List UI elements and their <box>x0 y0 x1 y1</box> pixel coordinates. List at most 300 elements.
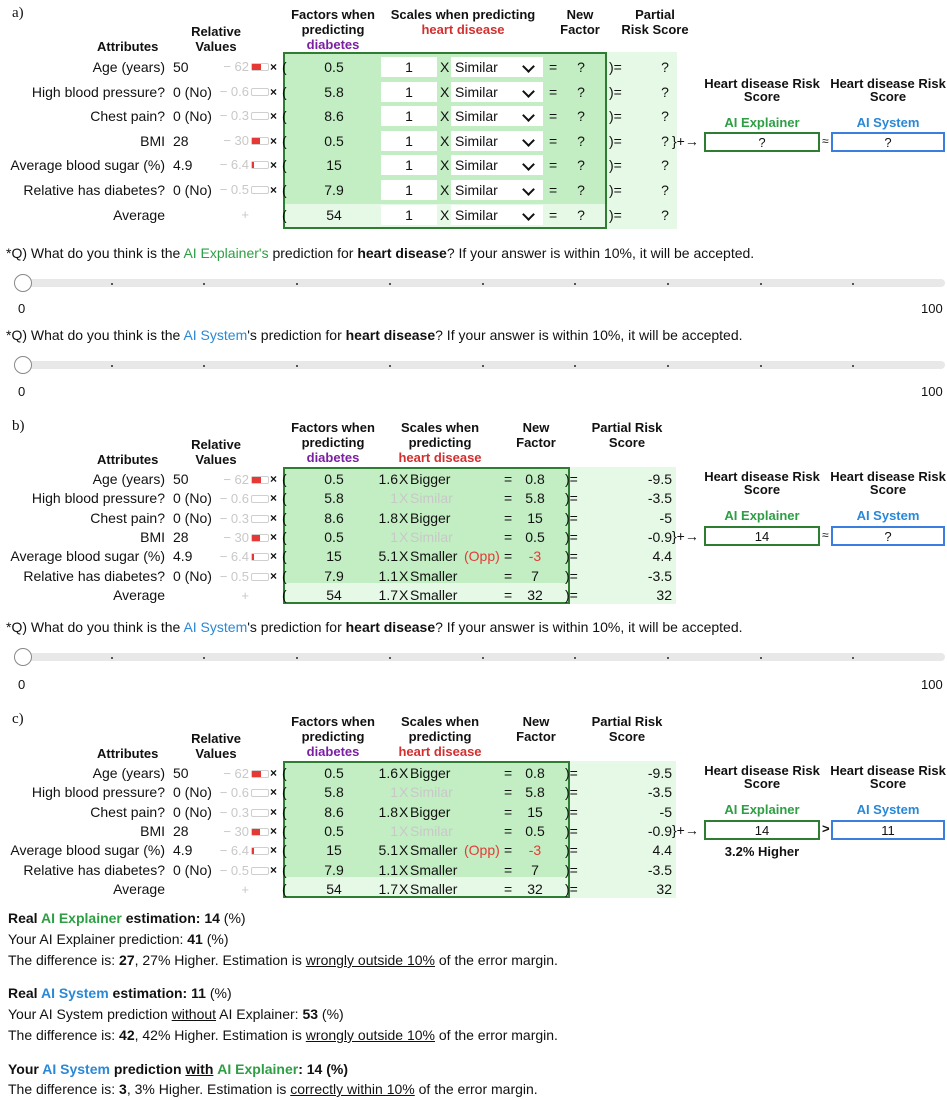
partial-score-value: -5 <box>659 803 672 820</box>
slider-knob-1[interactable] <box>14 274 32 292</box>
ai-explainer-label-b: AI Explainer <box>724 508 800 523</box>
scale-factor: 1 <box>390 528 398 545</box>
times-x: X <box>399 784 409 801</box>
attribute-label: Relative has diabetes? <box>23 567 165 584</box>
relative-value: + <box>241 207 249 222</box>
attribute-value: 28 <box>173 822 189 839</box>
multiply-sign: × <box>270 568 278 583</box>
relative-value: − 0.5 <box>219 862 249 878</box>
system-score-box-a: ? <box>831 132 945 152</box>
result-system-real: Real AI System estimation: 11 (%) <box>8 985 232 1001</box>
value-bar <box>251 515 269 523</box>
open-paren: ( <box>282 548 287 565</box>
attribute-value: 4.9 <box>173 842 193 859</box>
partial-score-value: -3.5 <box>647 784 672 801</box>
open-paren: ( <box>282 803 287 820</box>
slider-tick <box>389 657 391 659</box>
multiply-sign: × <box>270 823 278 838</box>
factor-value: 0.5 <box>324 133 344 149</box>
factor-value: 7.9 <box>324 567 344 584</box>
close-paren-equals: )= <box>609 133 622 149</box>
relative-value: + <box>241 881 249 897</box>
new-factor-value: -3 <box>528 548 542 565</box>
attribute-value: 0 (No) <box>173 108 212 124</box>
new-factor-unknown: ? <box>577 157 585 173</box>
value-bar <box>251 88 269 96</box>
close-paren-equals: )= <box>565 471 578 487</box>
equals-sign: = <box>549 84 558 100</box>
new-factor-value: 15 <box>527 803 543 820</box>
scale-input[interactable]: 1 <box>381 205 437 225</box>
result-system-diff: The difference is: 42, 42% Higher. Estimation is wrongly outside 10% of the error margin. <box>8 1027 558 1043</box>
relative-value: − 6.4 <box>219 549 249 565</box>
scale-select-value: Similar <box>455 207 498 223</box>
times-x: X <box>440 182 450 198</box>
partial-score-value: -9.5 <box>647 471 672 487</box>
value-bar <box>251 495 269 503</box>
result-explainer-diff: The difference is: 27, 27% Higher. Estimation is wrongly outside 10% of the error margin. <box>8 952 558 968</box>
slider-tick <box>574 365 576 367</box>
attribute-value: 0 (No) <box>173 182 212 198</box>
partial-score-value: -0.9 <box>647 822 672 839</box>
value-bar <box>251 553 269 561</box>
value-bar <box>251 63 269 71</box>
relative-value: − 0.3 <box>219 108 249 123</box>
factor-value: 54 <box>326 207 342 223</box>
scale-input[interactable]: 1 <box>381 82 437 102</box>
scale-factor: 1.1 <box>378 861 398 878</box>
open-paren: ( <box>282 182 287 198</box>
scale-factor: 1 <box>390 490 398 507</box>
multiply-sign: × <box>270 785 278 800</box>
slider-max-1: 100 <box>921 301 943 316</box>
multiply-sign: × <box>270 158 278 172</box>
attribute-label: BMI <box>140 133 165 149</box>
slider-tick <box>111 365 113 367</box>
scale-factor: 5.1 <box>378 842 398 859</box>
multiply-sign: × <box>270 134 278 148</box>
partial-risk-header: Partial Risk Score <box>621 7 689 37</box>
multiply-sign: × <box>270 85 278 99</box>
factor-value: 5.8 <box>324 84 344 100</box>
factor-value: 15 <box>326 157 342 173</box>
partial-score-unknown: ? <box>661 182 669 198</box>
times-x: X <box>440 157 450 173</box>
value-bar <box>251 573 269 581</box>
chevron-down-icon <box>522 85 535 98</box>
slider-tick <box>852 283 854 285</box>
partial-risk-header-c: Partial Risk Score <box>591 714 663 744</box>
new-factor-unknown: ? <box>577 182 585 198</box>
multiply-sign: × <box>270 804 278 819</box>
attributes-header-b: Attributes <box>97 452 159 467</box>
times-x: X <box>440 84 450 100</box>
new-factor-value: 5.8 <box>525 784 545 801</box>
scale-select[interactable] <box>451 106 543 126</box>
attribute-label: Age (years) <box>92 765 165 781</box>
times-x: X <box>399 822 409 839</box>
scale-select-value: Similar <box>455 108 498 124</box>
partial-score-value: 32 <box>656 586 672 603</box>
times-x: X <box>399 880 409 897</box>
scale-direction: Similar <box>410 784 453 801</box>
value-bar <box>251 534 269 542</box>
scale-factor: 1.7 <box>378 880 398 897</box>
value-bar <box>251 161 269 169</box>
relative-value: − 6.4 <box>219 157 249 172</box>
scale-select[interactable] <box>451 155 543 175</box>
factor-value: 15 <box>326 842 342 859</box>
new-factor-unknown: ? <box>577 207 585 223</box>
attribute-label: Chest pain? <box>90 803 165 820</box>
open-paren: ( <box>282 207 287 223</box>
relative-value: − 0.5 <box>219 182 249 197</box>
open-paren: ( <box>282 586 287 603</box>
result-combined-real: Your AI System prediction with AI Explainer: 14 (%) <box>8 1061 348 1077</box>
close-paren-equals: )= <box>565 784 578 801</box>
new-factor-value: 7 <box>531 861 539 878</box>
scale-factor: 5.1 <box>378 548 398 565</box>
greater-sign-c: > <box>822 821 830 836</box>
partial-score-unknown: ? <box>661 207 669 223</box>
scale-factor: 1.6 <box>378 471 398 487</box>
attribute-value: 0 (No) <box>173 784 212 801</box>
slider-knob-3[interactable] <box>14 648 32 666</box>
relative-value: − 62 <box>223 59 249 74</box>
ai-explainer-label-c: AI Explainer <box>724 802 800 817</box>
chevron-down-icon <box>522 109 535 122</box>
times-x: X <box>440 207 450 223</box>
chevron-down-icon <box>522 158 535 171</box>
open-paren: ( <box>282 567 287 584</box>
factor-value: 7.9 <box>324 182 344 198</box>
scale-select[interactable] <box>451 57 543 77</box>
scale-input[interactable]: 1 <box>381 106 437 126</box>
close-paren-equals: )= <box>565 765 578 781</box>
scale-direction: Bigger <box>410 509 451 526</box>
relative-value: − 30 <box>223 823 249 839</box>
attribute-value: 0 (No) <box>173 84 212 100</box>
close-paren-equals: )= <box>565 861 578 878</box>
factor-value: 0.5 <box>324 822 344 839</box>
result-explainer-user: Your AI Explainer prediction: 41 (%) <box>8 931 229 947</box>
times-x: X <box>440 59 450 75</box>
relative-value: − 0.6 <box>219 785 249 801</box>
times-x: X <box>399 803 409 820</box>
factors-header-b: Factors when predicting diabetes <box>291 420 375 465</box>
opposite-tag: (Opp) <box>464 548 500 565</box>
scale-factor: 1 <box>390 784 398 801</box>
scale-input[interactable]: 1 <box>381 131 437 151</box>
attribute-value: 28 <box>173 528 189 545</box>
equals-sign: = <box>504 822 513 839</box>
new-factor-unknown: ? <box>577 108 585 124</box>
scale-direction: Smaller <box>410 880 458 897</box>
attributes-header-c: Attributes <box>97 746 159 761</box>
attribute-label: Age (years) <box>92 59 165 75</box>
slider-min-1: 0 <box>18 301 26 316</box>
multiply-sign: × <box>270 843 278 858</box>
relative-values-header: Relative Values <box>191 24 241 54</box>
equals-sign: = <box>549 59 558 75</box>
relative-value: − 0.6 <box>219 491 249 507</box>
new-factor-value: 0.8 <box>525 765 545 781</box>
close-paren-equals: )= <box>565 822 578 839</box>
scale-direction: Smaller <box>410 548 458 565</box>
open-paren: ( <box>282 880 287 897</box>
attribute-label: High blood pressure? <box>31 84 165 100</box>
relative-value: − 0.3 <box>219 510 249 526</box>
slider-tick <box>203 365 205 367</box>
value-bar-fill <box>252 848 254 854</box>
relative-value: − 6.4 <box>219 843 249 859</box>
equals-sign: = <box>504 861 513 878</box>
new-factor-unknown: ? <box>577 133 585 149</box>
close-paren-equals: )= <box>565 567 578 584</box>
slider-tick <box>482 365 484 367</box>
explainer-score-box-c: 14 <box>704 820 820 840</box>
value-bar-fill <box>252 554 254 560</box>
risk-title-explainer-b: Heart disease Risk Score <box>704 469 820 497</box>
slider-tick <box>760 657 762 659</box>
value-bar-fill <box>252 162 254 168</box>
partial-score-unknown: ? <box>661 133 669 149</box>
close-paren-equals: )= <box>565 528 578 545</box>
attribute-value: 0 (No) <box>173 509 212 526</box>
factor-value: 0.5 <box>324 59 344 75</box>
relative-value: − 0.3 <box>219 804 249 820</box>
section-label-c: c) <box>12 711 24 727</box>
attribute-label: Average blood sugar (%) <box>10 548 165 565</box>
equals-sign: = <box>504 803 513 820</box>
close-paren-equals: )= <box>565 548 578 565</box>
explainer-score-box-b: 14 <box>704 526 820 546</box>
relative-values-header-b: Relative Values <box>191 437 241 467</box>
scale-direction: Similar <box>410 490 453 507</box>
new-factor-value: 7 <box>531 567 539 584</box>
risk-title-system-a: Heart disease Risk Score <box>830 76 946 104</box>
scale-input[interactable]: 1 <box>381 155 437 175</box>
open-paren: ( <box>282 765 287 781</box>
new-factor-header: New Factor <box>560 7 600 37</box>
slider-max-2: 100 <box>921 384 943 399</box>
attribute-label: Relative has diabetes? <box>23 182 165 198</box>
value-bar <box>251 809 269 817</box>
times-x: X <box>399 471 409 487</box>
slider-tick <box>296 657 298 659</box>
new-factor-header-c: New Factor <box>516 714 556 744</box>
times-x: X <box>399 490 409 507</box>
factor-value: 8.6 <box>324 803 344 820</box>
value-bar <box>251 789 269 797</box>
open-paren: ( <box>282 861 287 878</box>
open-paren: ( <box>282 84 287 100</box>
scale-factor: 1.7 <box>378 586 398 603</box>
scale-direction: Similar <box>410 528 453 545</box>
scale-select-value: Similar <box>455 133 498 149</box>
slider-tick <box>574 283 576 285</box>
attribute-value: 28 <box>173 133 189 149</box>
chevron-down-icon <box>522 60 535 73</box>
scale-direction: Smaller <box>410 586 458 603</box>
attribute-label: Average <box>113 207 165 223</box>
ai-explainer-label-a: AI Explainer <box>724 115 800 130</box>
relative-value: − 30 <box>223 529 249 545</box>
risk-title-system-c: Heart disease Risk Score <box>830 763 946 791</box>
risk-title-explainer-c: Heart disease Risk Score <box>704 763 820 791</box>
attribute-value: 4.9 <box>173 157 193 173</box>
slider-tick <box>574 657 576 659</box>
equals-sign: = <box>549 182 558 198</box>
open-paren: ( <box>282 108 287 124</box>
times-x: X <box>399 842 409 859</box>
opposite-tag: (Opp) <box>464 842 500 859</box>
new-factor-value: 32 <box>527 586 543 603</box>
attribute-label: Chest pain? <box>90 108 165 124</box>
value-bar-fill <box>252 535 260 541</box>
equals-sign: = <box>504 528 513 545</box>
scale-direction: Bigger <box>410 765 451 781</box>
question-system-a: *Q) What do you think is the AI System's prediction for heart disease? If your answer is within 10%, it will be accepted. <box>6 327 743 343</box>
scale-direction: Smaller <box>410 567 458 584</box>
value-bar <box>251 867 269 875</box>
close-paren-equals: )= <box>565 803 578 820</box>
attribute-label: Average <box>113 586 165 603</box>
attribute-label: BMI <box>140 822 165 839</box>
times-x: X <box>440 133 450 149</box>
relative-value: − 0.6 <box>219 84 249 99</box>
value-bar-fill <box>252 771 261 777</box>
equals-sign: = <box>504 567 513 584</box>
partial-score-value: 4.4 <box>652 842 672 859</box>
value-bar <box>251 847 269 855</box>
partial-score-unknown: ? <box>661 157 669 173</box>
scale-select[interactable] <box>451 205 543 225</box>
multiply-sign: × <box>270 109 278 123</box>
value-bar <box>251 770 269 778</box>
value-bar <box>251 186 269 194</box>
equals-sign: = <box>549 207 558 223</box>
slider-tick <box>852 365 854 367</box>
scale-factor: 1 <box>390 822 398 839</box>
open-paren: ( <box>282 784 287 801</box>
scale-select[interactable] <box>451 82 543 102</box>
partial-score-unknown: ? <box>661 59 669 75</box>
section-label-a: a) <box>12 5 24 21</box>
factor-value: 0.5 <box>324 765 344 781</box>
result-system-user: Your AI System prediction without AI Explainer: 53 (%) <box>8 1006 344 1022</box>
close-paren-equals: )= <box>565 490 578 507</box>
slider-min-2: 0 <box>18 384 26 399</box>
system-score-box-b: ? <box>831 526 945 546</box>
slider-knob-2[interactable] <box>14 356 32 374</box>
equals-sign: = <box>549 157 558 173</box>
attribute-label: BMI <box>140 528 165 545</box>
equals-sign: = <box>504 471 513 487</box>
chevron-down-icon <box>522 134 535 147</box>
equals-sign: = <box>504 765 513 781</box>
factors-header: Factors when predicting diabetes <box>291 7 375 52</box>
attribute-label: Relative has diabetes? <box>23 861 165 878</box>
slider-tick <box>482 657 484 659</box>
section-label-b: b) <box>12 418 25 434</box>
scale-select[interactable] <box>451 131 543 151</box>
multiply-sign: × <box>270 60 278 74</box>
close-paren-equals: )= <box>609 157 622 173</box>
times-x: X <box>399 567 409 584</box>
new-factor-value: 32 <box>527 880 543 897</box>
close-paren-equals: )= <box>565 880 578 897</box>
scale-select-value: Similar <box>455 157 498 173</box>
value-bar-fill <box>252 829 260 835</box>
close-paren-equals: )= <box>609 207 622 223</box>
times-x: X <box>399 509 409 526</box>
value-bar <box>251 476 269 484</box>
equals-sign: = <box>504 490 513 507</box>
scale-input[interactable]: 1 <box>381 180 437 200</box>
times-x: X <box>399 861 409 878</box>
close-paren-equals: )= <box>565 842 578 859</box>
multiply-sign: × <box>270 549 278 564</box>
factor-value: 54 <box>326 586 342 603</box>
open-paren: ( <box>282 59 287 75</box>
result-combined-diff: The difference is: 3, 3% Higher. Estimation is correctly within 10% of the error margin. <box>8 1081 538 1097</box>
attributes-header: Attributes <box>97 39 159 54</box>
new-factor-value: 0.5 <box>525 528 545 545</box>
open-paren: ( <box>282 842 287 859</box>
ai-system-label-a: AI System <box>856 115 920 130</box>
multiply-sign: × <box>270 766 278 780</box>
scales-header-c: Scales when predicting heart disease <box>398 714 482 759</box>
open-paren: ( <box>282 509 287 526</box>
new-factor-value: 0.5 <box>525 822 545 839</box>
factor-value: 5.8 <box>324 490 344 507</box>
partial-score-unknown: ? <box>661 108 669 124</box>
scale-select-value: Similar <box>455 84 498 100</box>
attribute-label: Average <box>113 880 165 897</box>
ai-system-label-c: AI System <box>856 802 920 817</box>
slider-tick <box>760 283 762 285</box>
attribute-value: 0 (No) <box>173 861 212 878</box>
attribute-value: 4.9 <box>173 548 193 565</box>
scale-select[interactable] <box>451 180 543 200</box>
times-x: X <box>399 528 409 545</box>
scale-direction: Smaller <box>410 842 458 859</box>
chevron-down-icon <box>522 183 535 196</box>
equals-sign: = <box>504 586 513 603</box>
equals-sign: = <box>504 509 513 526</box>
relative-value: − 0.5 <box>219 568 249 584</box>
partial-score-value: 32 <box>656 880 672 897</box>
slider-tick <box>203 657 205 659</box>
slider-min-3: 0 <box>18 677 26 692</box>
times-x: X <box>440 108 450 124</box>
scale-input[interactable]: 1 <box>381 57 437 77</box>
times-x: X <box>399 548 409 565</box>
new-factor-value: 5.8 <box>525 490 545 507</box>
attribute-label: High blood pressure? <box>31 490 165 507</box>
scale-direction: Bigger <box>410 803 451 820</box>
scale-direction: Smaller <box>410 861 458 878</box>
factor-value: 0.5 <box>324 471 344 487</box>
attribute-label: Chest pain? <box>90 509 165 526</box>
scale-direction: Similar <box>410 822 453 839</box>
attribute-value: 50 <box>173 471 189 487</box>
value-bar-fill <box>252 64 261 70</box>
attribute-label: High blood pressure? <box>31 784 165 801</box>
new-factor-value: 0.8 <box>525 471 545 487</box>
slider-max-3: 100 <box>921 677 943 692</box>
